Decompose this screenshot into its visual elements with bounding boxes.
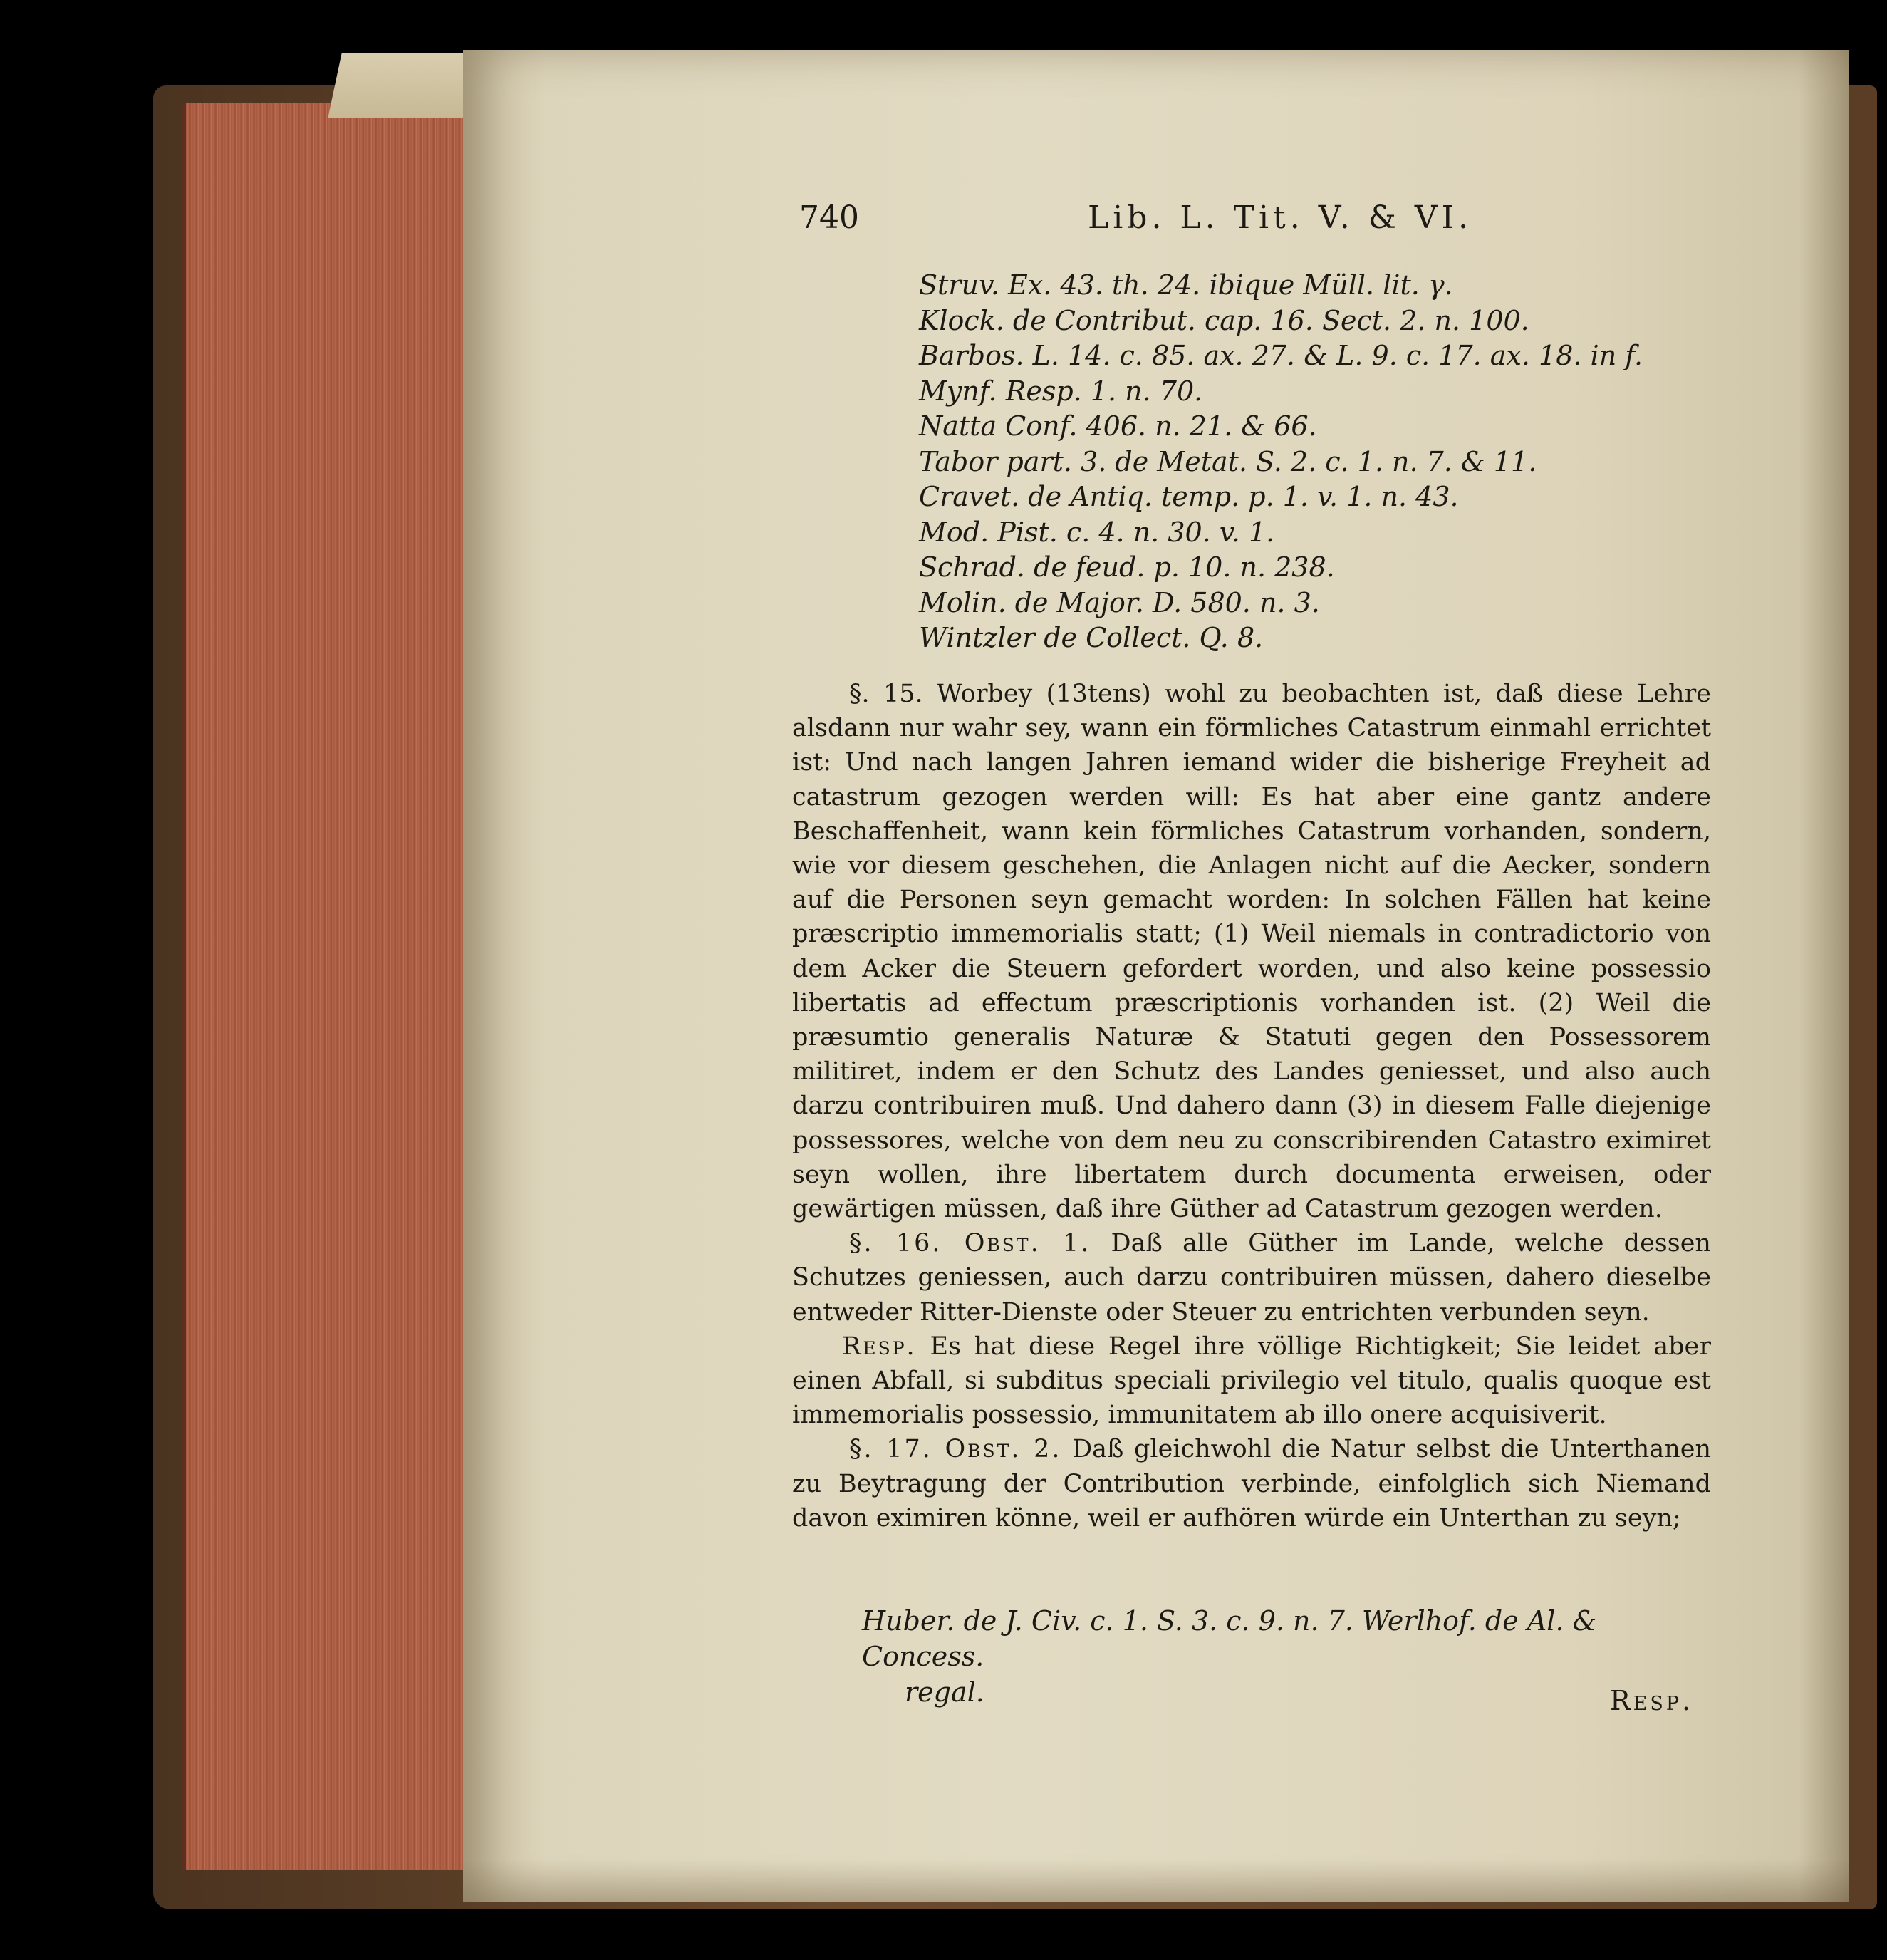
paragraph-16-label: §. 16. Obst. 1. <box>849 1229 1091 1258</box>
paragraph-17-label: §. 17. Obst. 2. <box>849 1435 1062 1464</box>
citation-line: Mod. Pist. c. 4. n. 30. v. 1. <box>919 516 1275 548</box>
citation-line: Tabor part. 3. de Metat. S. 2. c. 1. n. 7. & 11. <box>919 445 1537 477</box>
citation-line: Barbos. L. 14. c. 85. ax. 27. & L. 9. c. 17. ax. 18. in f. <box>919 340 1643 371</box>
bottom-reference-continuation: regal. <box>905 1676 984 1708</box>
citation-line: Schrad. de feud. p. 10. n. 238. <box>919 551 1335 583</box>
body-text <box>792 677 1711 1535</box>
paragraph-17-text: Daß gleichwohl die Natur selbst die Unterthanen zu Beytragung der Contribution verbinde, einfolglich sich Niemand davon eximiren könne, weil er aufhören würde ein Unterthan zu seyn; <box>792 1435 1711 1533</box>
paragraph-16-text: Daß alle Güther im Lande, welche dessen Schutzes geniessen, auch darzu contribuiren müssen, dahero dieselbe entweder Ritter-Dienste oder Steuer zu entrichten verbunden seyn. <box>792 1229 1711 1327</box>
citation-line: Natta Conf. 406. n. 21. & 66. <box>919 410 1317 442</box>
running-head <box>799 199 1512 242</box>
page-number: 740 <box>799 199 859 236</box>
response-text: Es hat diese Regel ihre völlige Richtigkeit; Sie leidet aber einen Abfall, si subditus speciali privilegio vel titulo, qualis quoque est immemorialis possessio, immunitatem ab illo onere acquisiverit. <box>792 1332 1711 1430</box>
citation-line: Wintzler de Collect. Q. 8. <box>919 622 1264 653</box>
bottom-references <box>862 1603 1717 1710</box>
page-bottom-shadow <box>463 1860 1849 1902</box>
paragraph-15: §. 15. Worbey (13tens) wohl zu beobachten ist, daß diese Lehre alsdann nur wahr sey, wann ein förmliches Catastrum einmahl errichtet ist: Und nach langen Jahren iemand wider die bisherige Freyheit ad catastrum gezogen werden will: Es hat aber eine gantz andere Beschaffenheit, wann kein förmliches Catastrum vorhanden, sondern, wie vor diesem geschehen, die Anlagen nicht auf die Aecker, sondern auf die Personen seyn gemacht worden: In solchen Fällen hat keine præscriptio immemorialis statt; (1) Weil niemals in contradictorio von dem Acker die Steuern gefordert worden, und also keine possessio libertatis ad effectum præscriptionis vorhanden ist. (2) Weil die præsumtio generalis Naturæ & Statuti gegen den Possessorem militiret, indem er den Schutz des Landes geniesset, und also auch darzu contribuiren muß. Und dahero dann (3) in diesem Falle diejenige possessores, welche von dem neu zu conscribirenden Catastro eximiret seyn wollen, ihre libertatem durch documenta erweisen, oder gewärtigen müssen, daß ihre Güther ad Catastrum gezogen werden. <box>792 680 1711 1224</box>
catchword: Resp. <box>1610 1685 1694 1716</box>
page-block-edge <box>182 103 485 1870</box>
paragraph-16 <box>792 1226 1711 1329</box>
response-label: Resp. <box>842 1332 917 1361</box>
citation-line: Mynf. Resp. 1. n. 70. <box>919 375 1203 407</box>
citation-line: Molin. de Major. D. 580. n. 3. <box>919 586 1320 618</box>
paragraph-17 <box>792 1432 1711 1535</box>
citation-line: Klock. de Contribut. cap. 16. Sect. 2. n. 100. <box>919 304 1529 336</box>
citation-list <box>919 268 1717 656</box>
bottom-reference-line: Huber. de J. Civ. c. 1. S. 3. c. 9. n. 7. Werlhof. de Al. & Concess. <box>862 1605 1597 1672</box>
citation-line: Cravet. de Antiq. temp. p. 1. v. 1. n. 43. <box>919 481 1459 512</box>
page-gutter-shadow <box>1799 50 1849 1902</box>
citation-line: Struv. Ex. 43. th. 24. ibique Müll. lit. γ. <box>919 269 1453 301</box>
running-title: Lib. L. Tit. V. & VI. <box>1088 199 1473 236</box>
response-paragraph <box>792 1329 1711 1433</box>
